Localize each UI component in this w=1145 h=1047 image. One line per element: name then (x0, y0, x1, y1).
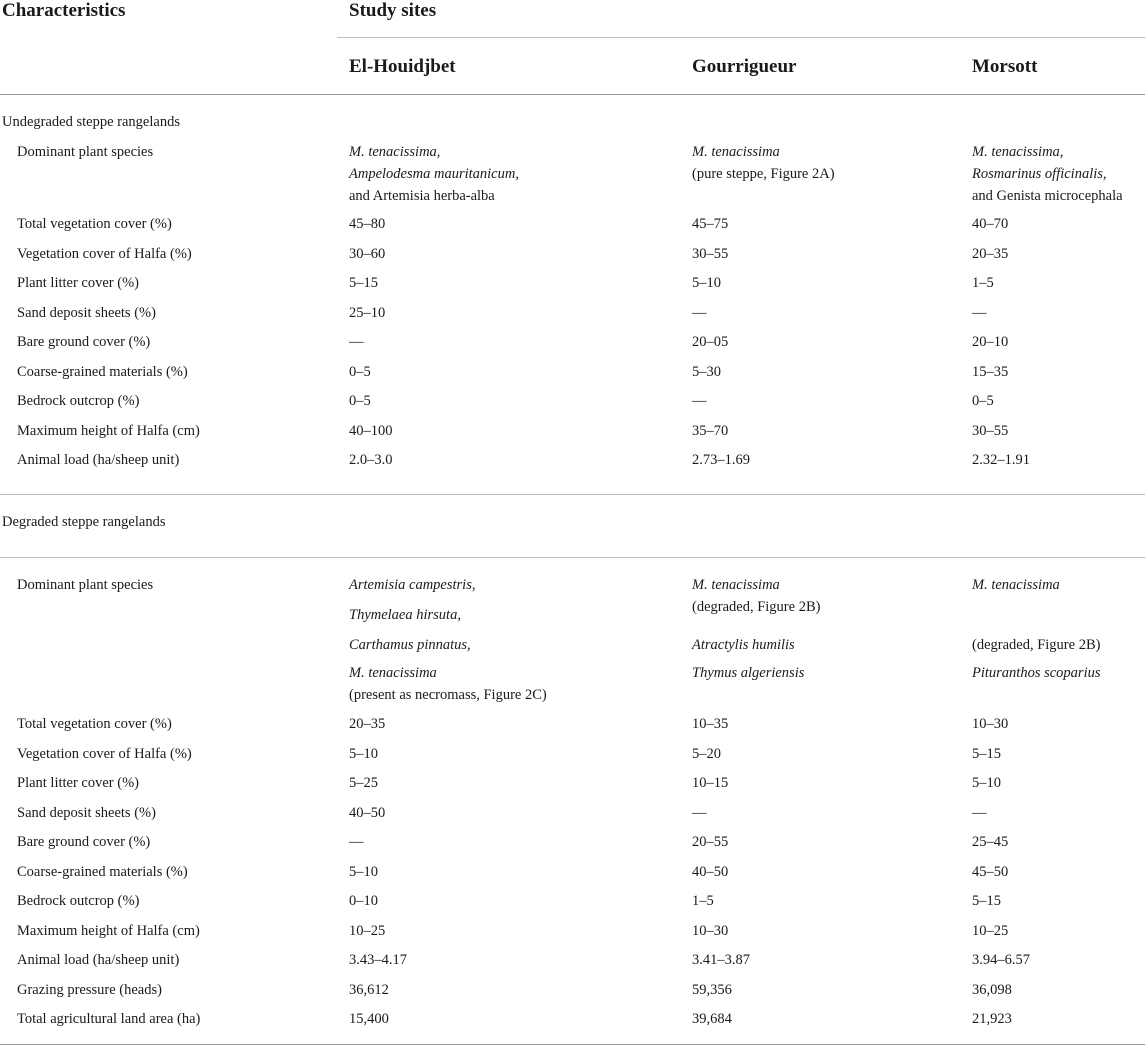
degraded-dominant-s1-l4: (present as necromass, Figure 2C) (349, 687, 547, 703)
table-bottom-rule (0, 1044, 1145, 1045)
cell-morsott: 45–50 (972, 863, 1009, 880)
row-label: Bedrock outcrop (%) (17, 393, 140, 409)
species-line: and Artemisia herba-alba (349, 188, 495, 204)
row-label: Grazing pressure (heads) (17, 981, 162, 998)
cell-gourrigueur: 45–75 (692, 216, 729, 232)
degraded-dominant-s2-l3: Thymus algeriensis (692, 665, 805, 681)
cell-el-houidjbet: 5–25 (349, 775, 378, 791)
cell-gourrigueur: 5–20 (692, 745, 721, 762)
cell-el-houidjbet: 40–50 (349, 804, 386, 821)
header-site-gourrigueur: Gourrigueur (692, 56, 797, 77)
cell-morsott: 5–10 (972, 775, 1001, 791)
row-label: Bare ground cover (%) (17, 334, 151, 350)
degraded-dominant-s1-l3: M. tenacissima (349, 665, 437, 681)
species-line: M. tenacissima (692, 144, 780, 160)
cell-gourrigueur: 35–70 (692, 422, 729, 439)
section-rule-undegraded (0, 494, 1145, 495)
cell-gourrigueur: — (692, 804, 707, 821)
cell-gourrigueur: 2.73–1.69 (692, 452, 750, 468)
cell-morsott: — (972, 304, 987, 321)
cell-el-houidjbet: 0–5 (349, 363, 371, 380)
cell-el-houidjbet: — (349, 834, 364, 850)
cell-el-houidjbet: 2.0–3.0 (349, 452, 393, 468)
cell-gourrigueur: 1–5 (692, 893, 714, 909)
degraded-dominant-s3-l2: Pituranthos scoparius (972, 665, 1101, 681)
row-label: Animal load (ha/sheep unit) (17, 452, 180, 468)
species-line: and Genista microcephala (972, 188, 1123, 204)
undegraded-dominant-s3 (972, 141, 1123, 207)
row-label: Maximum height of Halfa (cm) (17, 422, 200, 439)
cell-el-houidjbet: 36,612 (349, 981, 389, 998)
cell-morsott: 2.32–1.91 (972, 452, 1030, 468)
cell-el-houidjbet: 5–10 (349, 863, 378, 880)
cell-el-houidjbet: 5–10 (349, 745, 378, 762)
cell-morsott: 25–45 (972, 834, 1009, 850)
row-label: Vegetation cover of Halfa (%) (17, 745, 192, 762)
species-line: Ampelodesma mauritanicum, (349, 166, 519, 182)
row-label: Bare ground cover (%) (17, 834, 151, 850)
row-label: Bedrock outcrop (%) (17, 893, 140, 909)
section-rule-degraded (0, 557, 1145, 558)
cell-morsott: 20–35 (972, 245, 1009, 262)
cell-gourrigueur: 39,684 (692, 1011, 732, 1027)
cell-gourrigueur: 10–35 (692, 716, 729, 732)
cell-el-houidjbet: 5–15 (349, 275, 378, 291)
cell-gourrigueur: 5–10 (692, 275, 721, 291)
degraded-dominant-s1-l0: Artemisia campestris, (349, 577, 476, 593)
cell-morsott: 36,098 (972, 981, 1012, 998)
row-label: Animal load (ha/sheep unit) (17, 952, 180, 968)
cell-morsott: 5–15 (972, 893, 1001, 909)
cell-morsott: 0–5 (972, 393, 994, 409)
cell-gourrigueur: 30–55 (692, 245, 729, 262)
cell-morsott: 40–70 (972, 216, 1009, 232)
degraded-dominant-s2-l0: M. tenacissima (692, 577, 780, 593)
cell-el-houidjbet: 0–5 (349, 393, 371, 409)
cell-el-houidjbet: 3.43–4.17 (349, 952, 407, 968)
undegraded-dominant-s1 (349, 141, 519, 207)
row-label: Plant litter cover (%) (17, 775, 139, 791)
section-title-degraded: Degraded steppe rangelands (2, 514, 166, 530)
cell-gourrigueur: 40–50 (692, 863, 729, 880)
row-label: Plant litter cover (%) (17, 275, 139, 291)
cell-gourrigueur: 20–55 (692, 834, 729, 850)
row-label: Vegetation cover of Halfa (%) (17, 245, 192, 262)
degraded-dominant-s3-l0: M. tenacissima (972, 577, 1060, 593)
cell-morsott: 5–15 (972, 745, 1001, 762)
cell-gourrigueur: 3.41–3.87 (692, 952, 750, 968)
cell-morsott: — (972, 804, 987, 821)
cell-el-houidjbet: 10–25 (349, 922, 386, 939)
row-label: Sand deposit sheets (%) (17, 804, 156, 821)
cell-gourrigueur: — (692, 304, 707, 321)
species-line: M. tenacissima, (349, 144, 441, 160)
degraded-dominant-s1-l1: Thymelaea hirsuta, (349, 607, 461, 623)
cell-morsott: 3.94–6.57 (972, 952, 1030, 968)
cell-morsott: 10–25 (972, 922, 1009, 939)
cell-el-houidjbet: — (349, 334, 364, 350)
cell-el-houidjbet: 30–60 (349, 245, 386, 262)
cell-morsott: 21,923 (972, 1011, 1012, 1027)
cell-morsott: 10–30 (972, 716, 1009, 732)
species-line: M. tenacissima, (972, 144, 1064, 160)
degraded-dominant-s1-l2: Carthamus pinnatus, (349, 637, 471, 653)
cell-el-houidjbet: 0–10 (349, 893, 378, 909)
cell-morsott: 1–5 (972, 275, 994, 291)
species-line: (pure steppe, Figure 2A) (692, 166, 835, 182)
undegraded-dominant-label: Dominant plant species (17, 144, 154, 160)
cell-el-houidjbet: 20–35 (349, 716, 386, 732)
header-site-morsott: Morsott (972, 56, 1038, 77)
cell-morsott: 20–10 (972, 334, 1009, 350)
cell-el-houidjbet: 40–100 (349, 422, 393, 439)
cell-gourrigueur: 59,356 (692, 981, 732, 998)
degraded-dominant-s3-l1: (degraded, Figure 2B) (972, 637, 1101, 653)
row-label: Sand deposit sheets (%) (17, 304, 156, 321)
header-characteristics: Characteristics (2, 0, 126, 21)
cell-gourrigueur: — (692, 393, 707, 409)
undegraded-dominant-s2 (692, 141, 835, 185)
row-label: Total agricultural land area (ha) (17, 1011, 201, 1027)
degraded-dominant-s2-l1: (degraded, Figure 2B) (692, 599, 821, 615)
cell-el-houidjbet: 45–80 (349, 216, 386, 232)
degraded-dominant-s2-l2: Atractylis humilis (692, 637, 795, 653)
cell-gourrigueur: 20–05 (692, 334, 729, 350)
cell-morsott: 30–55 (972, 422, 1009, 439)
cell-gourrigueur: 10–15 (692, 775, 729, 791)
cell-el-houidjbet: 15,400 (349, 1011, 389, 1027)
cell-gourrigueur: 10–30 (692, 922, 729, 939)
header-site-el-houidjbet: El-Houidjbet (349, 56, 456, 77)
header-sub-rule (337, 37, 1145, 38)
species-line: Rosmarinus officinalis, (972, 166, 1107, 182)
cell-gourrigueur: 5–30 (692, 363, 721, 380)
row-label: Total vegetation cover (%) (17, 216, 172, 232)
row-label: Coarse-grained materials (%) (17, 363, 188, 380)
row-label: Coarse-grained materials (%) (17, 863, 188, 880)
row-label: Maximum height of Halfa (cm) (17, 922, 200, 939)
header-bottom-rule (0, 94, 1145, 95)
degraded-dominant-label: Dominant plant species (17, 577, 154, 593)
cell-el-houidjbet: 25–10 (349, 304, 386, 321)
cell-morsott: 15–35 (972, 363, 1009, 380)
row-label: Total vegetation cover (%) (17, 716, 172, 732)
section-title-undegraded: Undegraded steppe rangelands (2, 114, 180, 130)
header-study-sites: Study sites (349, 0, 437, 21)
